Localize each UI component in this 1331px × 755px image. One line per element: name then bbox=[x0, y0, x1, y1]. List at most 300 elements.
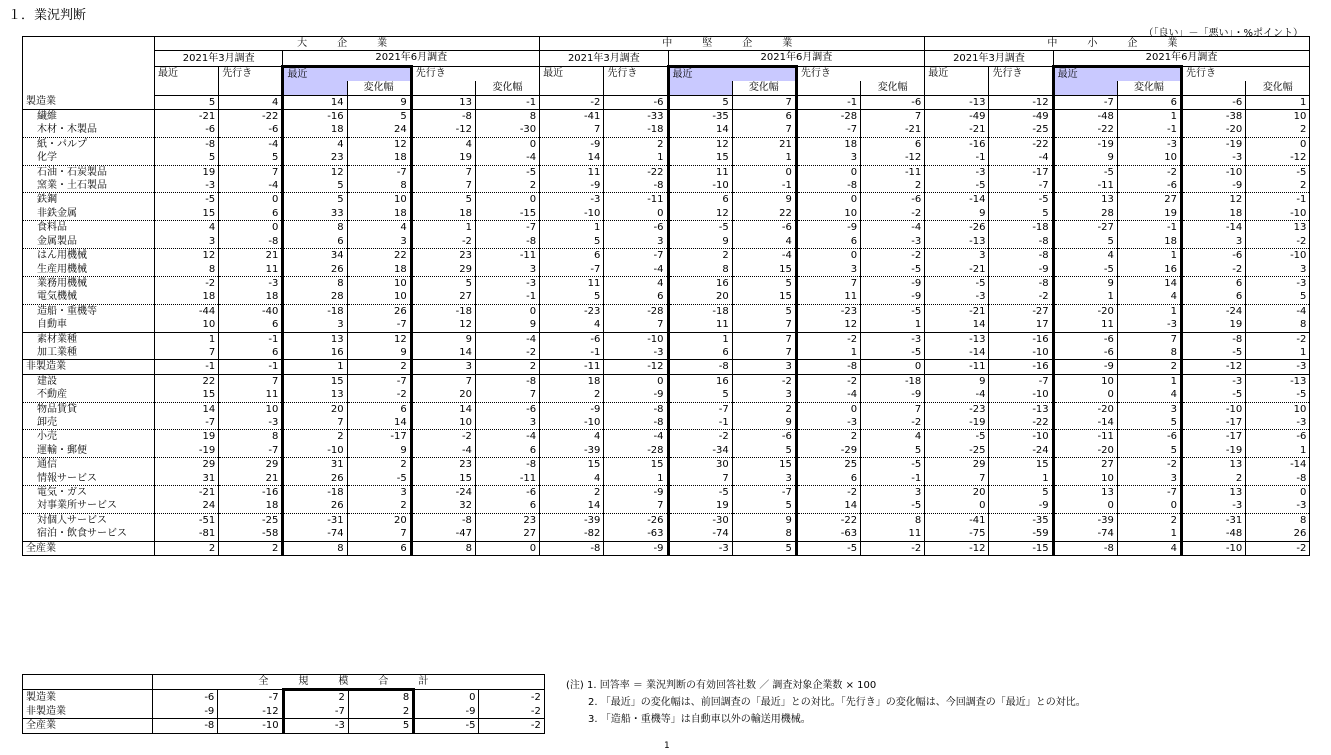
table-cell: 2 bbox=[850, 431, 858, 443]
table-cell: 19 bbox=[1182, 318, 1246, 332]
table-cell: 18 bbox=[844, 138, 858, 150]
table-cell: 8 bbox=[283, 276, 347, 290]
table-cell: 5 bbox=[347, 110, 411, 124]
table-cell: 12 bbox=[347, 137, 411, 151]
table-cell: 3 bbox=[732, 388, 796, 402]
table-cell: 15 bbox=[587, 459, 601, 471]
table-cell: 3 bbox=[475, 416, 539, 430]
row-label: 非製造業 bbox=[23, 360, 155, 374]
table-cell: -7 bbox=[796, 123, 860, 137]
table-cell: 13 bbox=[1053, 193, 1117, 207]
table-row bbox=[23, 527, 1310, 541]
row-label: 窯業・土石製品 bbox=[23, 179, 155, 193]
table-cell: 4 bbox=[593, 431, 601, 443]
table-cell: -4 bbox=[604, 430, 668, 444]
table-cell: -4 bbox=[1246, 304, 1310, 318]
table-cell: -23 bbox=[840, 305, 858, 317]
table-cell: 8 bbox=[283, 221, 347, 235]
table-cell: -18 bbox=[861, 374, 925, 388]
row-label: 木材・木製品 bbox=[23, 123, 155, 137]
table-cell: 6 bbox=[796, 235, 860, 249]
table-cell: -20 bbox=[1053, 444, 1117, 458]
table-cell: -4 bbox=[475, 430, 539, 444]
table-cell: -4 bbox=[604, 263, 668, 277]
blank-cell bbox=[604, 81, 668, 95]
table-cell: 0 bbox=[604, 374, 668, 388]
table-cell: -10 bbox=[540, 207, 604, 221]
col-recent: 最近 bbox=[543, 68, 564, 80]
table-cell: 18 bbox=[155, 290, 219, 304]
table-cell: -8 bbox=[604, 402, 668, 416]
table-cell: 14 bbox=[283, 95, 347, 109]
table-cell: 28 bbox=[283, 290, 347, 304]
table-cell: -19 bbox=[155, 444, 219, 458]
table-cell: -8 bbox=[796, 179, 860, 193]
table-cell: 11 bbox=[861, 527, 925, 541]
table-cell: 14 bbox=[411, 346, 475, 360]
table-cell: -12 bbox=[925, 541, 989, 555]
table-cell: -11 bbox=[540, 360, 604, 374]
table-cell: -10 bbox=[668, 179, 732, 193]
row-label: 造船・重機等 bbox=[23, 304, 155, 318]
table-cell: -7 bbox=[1053, 95, 1117, 109]
table-cell: 22 bbox=[202, 375, 216, 387]
table-cell: -18 bbox=[668, 304, 732, 318]
summary-cell: -2 bbox=[479, 690, 544, 705]
table-cell: 0 bbox=[475, 304, 539, 318]
table-row bbox=[23, 472, 1310, 486]
table-cell: 0 bbox=[475, 137, 539, 151]
table-cell: -9 bbox=[847, 222, 858, 234]
table-cell: 24 bbox=[347, 123, 411, 137]
table-cell: 0 bbox=[604, 207, 668, 221]
table-cell: 19 bbox=[411, 151, 475, 165]
table-cell: 15 bbox=[604, 458, 668, 472]
table-cell: 2 bbox=[219, 541, 283, 555]
table-cell: 7 bbox=[732, 332, 796, 346]
table-cell: -3 bbox=[590, 194, 601, 206]
table-cell: -7 bbox=[347, 374, 411, 388]
table-cell: -5 bbox=[668, 486, 732, 500]
row-label: 情報サービス bbox=[23, 472, 155, 486]
table-row bbox=[23, 221, 1310, 235]
table-cell: -17 bbox=[1225, 431, 1243, 443]
table-cell: -12 bbox=[411, 123, 475, 137]
table-cell: -9 bbox=[989, 263, 1053, 277]
table-cell: 0 bbox=[475, 193, 539, 207]
table-cell: 1 bbox=[1117, 249, 1181, 263]
table-cell: -20 bbox=[1053, 304, 1117, 318]
table-cell: -4 bbox=[732, 249, 796, 263]
table-cell: -4 bbox=[796, 388, 860, 402]
table-cell: -24 bbox=[455, 487, 472, 498]
table-cell: 2 bbox=[475, 179, 539, 193]
table-cell: -2 bbox=[1182, 263, 1246, 277]
table-cell: 18 bbox=[347, 151, 411, 165]
table-cell: 9 bbox=[475, 318, 539, 332]
table-cell: 7 bbox=[219, 165, 283, 179]
row-label: 化学 bbox=[23, 151, 155, 165]
table-cell: 0 bbox=[925, 499, 989, 513]
table-cell: -22 bbox=[219, 110, 283, 124]
table-cell: -30 bbox=[668, 513, 732, 527]
table-cell: 13 bbox=[283, 388, 347, 402]
table-cell: -2 bbox=[411, 235, 475, 249]
table-cell: 5 bbox=[989, 207, 1053, 221]
table-row bbox=[23, 318, 1310, 332]
table-cell: 5 bbox=[283, 179, 347, 193]
table-cell: -26 bbox=[969, 222, 986, 234]
table-cell: -7 bbox=[732, 486, 796, 500]
table-cell: 23 bbox=[459, 459, 472, 471]
table-cell: 18 bbox=[411, 207, 475, 221]
table-cell: 7 bbox=[850, 277, 858, 289]
table-row bbox=[23, 541, 1310, 555]
table-cell: -1 bbox=[540, 346, 604, 360]
table-cell: 18 bbox=[283, 123, 347, 137]
table-cell: 3 bbox=[1246, 263, 1310, 277]
table-cell: 3 bbox=[979, 250, 986, 262]
summary-cell: -12 bbox=[218, 705, 283, 719]
table-cell: 2 bbox=[1182, 472, 1246, 486]
summary-cell: -9 bbox=[153, 705, 218, 719]
table-cell: -7 bbox=[219, 444, 283, 458]
table-row bbox=[23, 444, 1310, 458]
table-cell: 6 bbox=[861, 137, 925, 151]
table-cell: -81 bbox=[155, 527, 219, 541]
table-cell: -18 bbox=[604, 123, 668, 137]
table-cell: -3 bbox=[219, 276, 283, 290]
table-cell: 3 bbox=[347, 235, 411, 249]
table-cell: -22 bbox=[989, 137, 1053, 151]
table-cell: -1 bbox=[732, 179, 796, 193]
table-cell: -28 bbox=[604, 444, 668, 458]
table-cell: -1 bbox=[219, 332, 283, 346]
table-cell: 8 bbox=[283, 541, 347, 555]
table-cell: -10 bbox=[1225, 166, 1243, 178]
table-cell: 24 bbox=[155, 499, 219, 513]
table-cell: 2 bbox=[604, 137, 668, 151]
table-cell: 8 bbox=[347, 179, 411, 193]
table-cell: 10 bbox=[347, 290, 411, 304]
table-cell: 25 bbox=[844, 459, 858, 471]
summary-cell: -5 bbox=[414, 719, 479, 733]
row-label: 卸売 bbox=[23, 416, 155, 430]
table-cell: 10 bbox=[1053, 472, 1117, 486]
table-cell: -3 bbox=[219, 416, 283, 430]
table-cell: -3 bbox=[475, 276, 539, 290]
table-cell: 0 bbox=[850, 250, 858, 262]
table-cell: -3 bbox=[1246, 416, 1310, 430]
table-cell: 8 bbox=[411, 541, 475, 555]
table-cell: 16 bbox=[1117, 263, 1181, 277]
table-cell: -2 bbox=[861, 249, 925, 263]
summary-cell: -2 bbox=[479, 705, 544, 719]
col-forecast-june-ext bbox=[475, 66, 539, 81]
table-cell: -38 bbox=[1225, 111, 1243, 123]
table-cell: -9 bbox=[861, 276, 925, 290]
table-cell: 5 bbox=[540, 235, 604, 249]
col-change: 変化幅 bbox=[347, 81, 411, 95]
table-cell: 23 bbox=[283, 151, 347, 165]
table-cell: 26 bbox=[283, 263, 347, 277]
table-cell: 15 bbox=[283, 374, 347, 388]
table-cell: -5 bbox=[1246, 388, 1310, 402]
table-cell: 5 bbox=[155, 95, 219, 109]
table-cell: 7 bbox=[155, 346, 219, 360]
table-cell: -2 bbox=[1246, 235, 1310, 249]
table-cell: -9 bbox=[604, 486, 668, 500]
table-cell: -3 bbox=[1182, 151, 1246, 165]
table-cell: -6 bbox=[604, 95, 668, 109]
table-cell: -8 bbox=[1053, 541, 1117, 555]
table-cell: -14 bbox=[1246, 458, 1310, 472]
table-cell: 4 bbox=[540, 318, 604, 332]
table-cell: -1 bbox=[1246, 193, 1310, 207]
table-cell: 1 bbox=[861, 318, 925, 332]
table-cell: 0 bbox=[1246, 486, 1310, 500]
table-cell: -5 bbox=[1053, 165, 1117, 179]
table-body bbox=[23, 95, 1310, 555]
table-cell: -63 bbox=[796, 527, 860, 541]
table-cell: 11 bbox=[1053, 318, 1117, 332]
table-row bbox=[23, 207, 1310, 221]
table-cell: -5 bbox=[1182, 388, 1246, 402]
table-cell: 9 bbox=[732, 513, 796, 527]
summary-body bbox=[23, 690, 545, 733]
summary-cell: 8 bbox=[348, 690, 413, 705]
blank-cell bbox=[540, 81, 604, 95]
header-row-columns bbox=[23, 66, 1310, 81]
table-cell: -5 bbox=[989, 193, 1053, 207]
table-cell: 3 bbox=[732, 472, 796, 486]
row-label: 鉄鋼 bbox=[23, 193, 155, 207]
table-cell: 6 bbox=[593, 250, 601, 262]
table-cell: -27 bbox=[1053, 221, 1117, 235]
col-forecast-june: 先行き bbox=[800, 68, 831, 80]
table-cell: -4 bbox=[411, 444, 475, 458]
col-forecast-june: 先行き bbox=[1186, 68, 1217, 80]
table-cell: 7 bbox=[465, 375, 472, 387]
table-row bbox=[23, 151, 1310, 165]
survey-march-large: 2021年3月調査 bbox=[155, 51, 283, 66]
row-label: 繊維 bbox=[23, 110, 155, 124]
table-cell: 2 bbox=[155, 541, 219, 555]
table-cell: 15 bbox=[989, 458, 1053, 472]
row-label: 自動車 bbox=[23, 318, 155, 332]
table-cell: 9 bbox=[347, 95, 411, 109]
col-forecast-june-ext bbox=[861, 66, 925, 81]
row-label: はん用機械 bbox=[23, 249, 155, 263]
table-cell: -8 bbox=[668, 360, 732, 374]
table-cell: 15 bbox=[732, 263, 796, 277]
table-cell: -5 bbox=[975, 277, 986, 289]
table-cell: 8 bbox=[475, 110, 539, 124]
table-row bbox=[23, 235, 1310, 249]
summary-row bbox=[23, 690, 545, 705]
table-cell: 10 bbox=[1053, 374, 1117, 388]
table-cell: -2 bbox=[347, 388, 411, 402]
table-cell: 6 bbox=[219, 207, 283, 221]
table-cell: -3 bbox=[1232, 375, 1243, 387]
table-cell: -18 bbox=[455, 305, 472, 317]
row-label: 不動産 bbox=[23, 388, 155, 402]
table-cell: 16 bbox=[283, 346, 347, 360]
table-cell: -51 bbox=[198, 514, 216, 526]
table-cell: 6 bbox=[475, 499, 539, 513]
table-cell: -7 bbox=[475, 221, 539, 235]
table-cell: -8 bbox=[475, 374, 539, 388]
table-cell: 3 bbox=[861, 486, 925, 500]
table-cell: -2 bbox=[847, 487, 858, 498]
table-cell: 18 bbox=[1182, 207, 1246, 221]
table-cell: -15 bbox=[475, 207, 539, 221]
table-cell: 7 bbox=[604, 499, 668, 513]
table-cell: -29 bbox=[796, 444, 860, 458]
table-cell: 3 bbox=[347, 486, 411, 500]
table-cell: -8 bbox=[796, 360, 860, 374]
table-cell: -1 bbox=[155, 360, 219, 374]
table-cell: -16 bbox=[989, 360, 1053, 374]
table-cell: -20 bbox=[1053, 402, 1117, 416]
table-cell: -10 bbox=[604, 332, 668, 346]
table-cell: -4 bbox=[989, 151, 1053, 165]
col-recent-june-ext bbox=[1117, 66, 1181, 81]
table-cell: -5 bbox=[861, 304, 925, 318]
table-cell: -39 bbox=[584, 514, 601, 526]
table-cell: -3 bbox=[796, 416, 860, 430]
table-cell: -40 bbox=[219, 304, 283, 318]
table-cell: 6 bbox=[219, 318, 283, 332]
table-row bbox=[23, 458, 1310, 472]
table-cell: 6 bbox=[668, 193, 732, 207]
table-cell: -5 bbox=[668, 221, 732, 235]
table-cell: 6 bbox=[1117, 95, 1181, 109]
table-cell: -7 bbox=[989, 179, 1053, 193]
table-cell: 8 bbox=[1246, 513, 1310, 527]
table-cell: 1 bbox=[1246, 444, 1310, 458]
table-cell: 7 bbox=[861, 110, 925, 124]
all-sizes-summary-table bbox=[22, 674, 545, 734]
table-cell: 3 bbox=[604, 235, 668, 249]
table-cell: -3 bbox=[1117, 318, 1181, 332]
table-cell: 7 bbox=[604, 318, 668, 332]
header-row-change bbox=[23, 81, 1310, 95]
table-cell: 1 bbox=[604, 151, 668, 165]
table-cell: -11 bbox=[1053, 179, 1117, 193]
table-cell: -21 bbox=[198, 111, 216, 123]
summary-cell: -8 bbox=[153, 719, 218, 733]
table-cell: 2 bbox=[347, 499, 411, 513]
table-cell: -1 bbox=[475, 95, 539, 109]
table-cell: -3 bbox=[1246, 276, 1310, 290]
table-cell: 14 bbox=[668, 123, 732, 137]
table-cell: -19 bbox=[1053, 137, 1117, 151]
table-cell: -7 bbox=[347, 318, 411, 332]
summary-cell: 2 bbox=[283, 690, 348, 705]
table-row bbox=[23, 416, 1310, 430]
blank-cell bbox=[989, 81, 1053, 95]
col-recent-june: 最近 bbox=[1053, 66, 1117, 81]
table-cell: -39 bbox=[1053, 513, 1117, 527]
table-cell: -6 bbox=[861, 95, 925, 109]
table-cell: -11 bbox=[861, 165, 925, 179]
table-cell: 12 bbox=[202, 250, 216, 262]
table-cell: 10 bbox=[155, 318, 219, 332]
table-row bbox=[23, 486, 1310, 500]
summary-row bbox=[23, 719, 545, 733]
table-cell: -39 bbox=[540, 444, 604, 458]
table-cell: 9 bbox=[465, 333, 472, 345]
col-change: 変化幅 bbox=[475, 81, 539, 95]
table-cell: -13 bbox=[989, 402, 1053, 416]
survey-june-large: 2021年6月調査 bbox=[283, 51, 540, 66]
table-cell: 10 bbox=[347, 276, 411, 290]
table-cell: 4 bbox=[465, 138, 472, 150]
table-cell: -3 bbox=[668, 541, 732, 555]
note-2: 2. 「最近」の変化幅は、前回調査の「最近」との対比。「先行き」の変化幅は、今回調査の「最近」との対比。 bbox=[588, 697, 1086, 708]
table-cell: 8 bbox=[219, 430, 283, 444]
table-cell: -22 bbox=[604, 165, 668, 179]
table-cell: 23 bbox=[459, 250, 472, 262]
row-label: 通信 bbox=[23, 458, 155, 472]
table-row bbox=[23, 110, 1310, 124]
summary-title: 全 規 模 合 計 bbox=[153, 675, 545, 690]
col-change: 変化幅 bbox=[1246, 81, 1310, 95]
table-cell: -10 bbox=[540, 416, 604, 430]
table-cell: -10 bbox=[283, 444, 347, 458]
table-cell: -8 bbox=[604, 179, 668, 193]
table-row bbox=[23, 513, 1310, 527]
table-cell: -17 bbox=[1182, 416, 1246, 430]
table-row bbox=[23, 360, 1310, 374]
table-cell: -4 bbox=[219, 179, 283, 193]
table-cell: 34 bbox=[283, 249, 347, 263]
table-cell: -16 bbox=[283, 110, 347, 124]
table-cell: -7 bbox=[989, 374, 1053, 388]
table-cell: 2 bbox=[1117, 513, 1181, 527]
table-cell: 29 bbox=[219, 458, 283, 472]
table-cell: -27 bbox=[989, 304, 1053, 318]
table-cell: -21 bbox=[861, 123, 925, 137]
table-cell: 3 bbox=[1117, 472, 1181, 486]
table-cell: 27 bbox=[475, 527, 539, 541]
table-cell: 2 bbox=[347, 360, 411, 374]
table-cell: -1 bbox=[668, 416, 732, 430]
row-label: 食料品 bbox=[23, 221, 155, 235]
table-cell: -9 bbox=[989, 499, 1053, 513]
table-cell: 11 bbox=[219, 388, 283, 402]
table-cell: 33 bbox=[283, 207, 347, 221]
table-cell: 7 bbox=[465, 166, 472, 178]
table-cell: 5 bbox=[732, 276, 796, 290]
table-cell: 5 bbox=[861, 444, 925, 458]
table-cell: 1 bbox=[1117, 527, 1181, 541]
table-cell: 15 bbox=[155, 207, 219, 221]
table-cell: 5 bbox=[732, 304, 796, 318]
table-cell: 14 bbox=[925, 318, 989, 332]
row-label: 全産業 bbox=[23, 541, 155, 555]
table-cell: 31 bbox=[155, 472, 219, 486]
table-cell: -22 bbox=[840, 514, 858, 526]
table-row bbox=[23, 276, 1310, 290]
table-cell: -12 bbox=[1182, 360, 1246, 374]
table-cell: 6 bbox=[796, 472, 860, 486]
table-cell: -2 bbox=[1117, 165, 1181, 179]
table-cell: 27 bbox=[1053, 458, 1117, 472]
table-cell: 7 bbox=[732, 346, 796, 360]
table-cell: 12 bbox=[347, 332, 411, 346]
